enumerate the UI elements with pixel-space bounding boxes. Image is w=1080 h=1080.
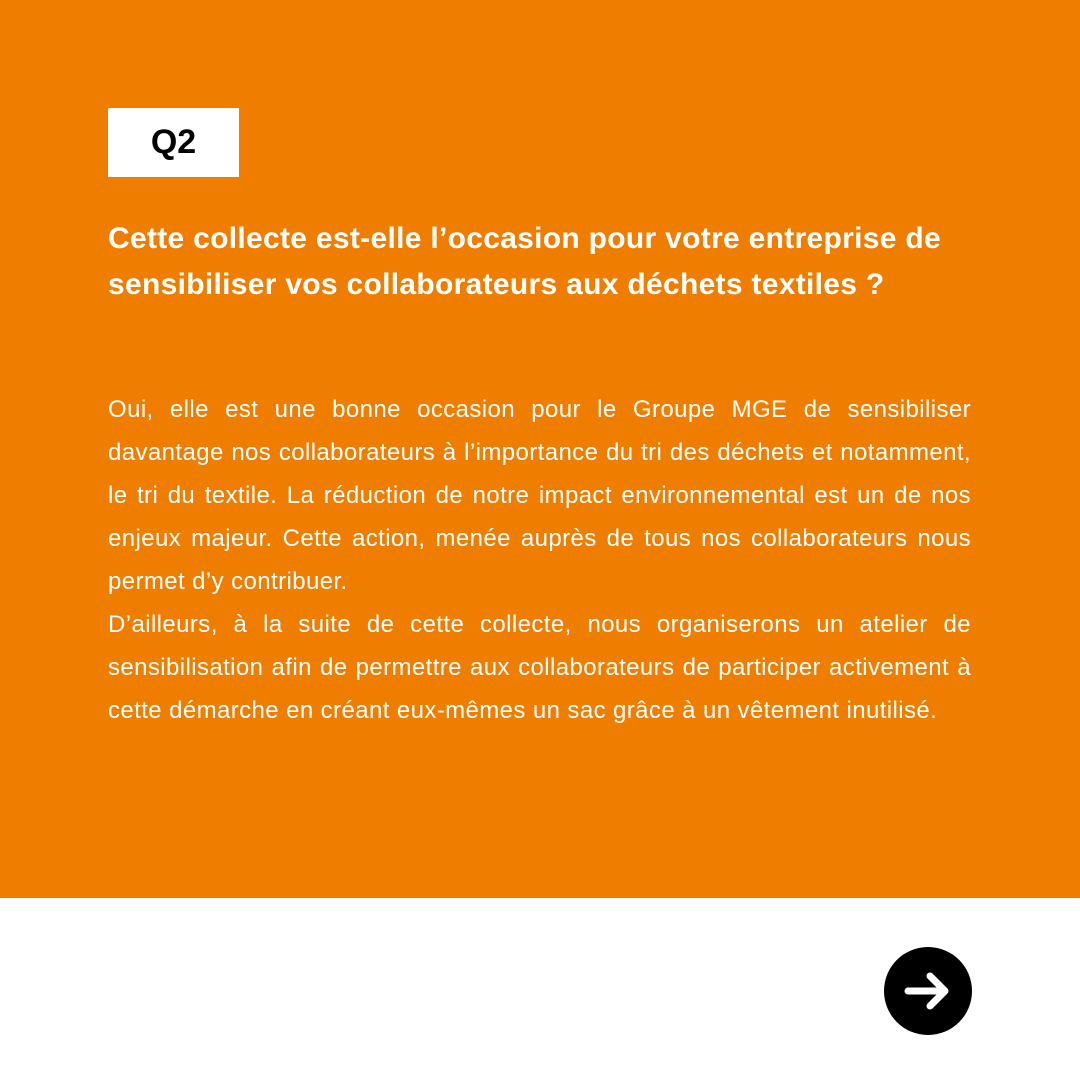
next-button[interactable] xyxy=(884,947,972,1035)
arrow-right-icon xyxy=(900,963,956,1019)
question-number-label: Q2 xyxy=(150,123,197,161)
answer-text xyxy=(108,388,971,732)
answer-paragraph-2: D’ailleurs, à la suite de cette collecte, nous organiserons un atelier de sensibilisation afin de permettre aux collaborateurs de participer activement à cette démarche en créant eux-mêmes un sac grâce à un vêtement inutilisé. xyxy=(108,611,971,724)
answer-paragraph-1: Oui, elle est une bonne occasion pour le Groupe MGE de sensibiliser davantage nos collaborateurs à l’importance du tri des déchets et notamment, le tri du textile. La réduction de notre impact environnemental est un de nos enjeux majeur. Cette action, menée auprès de tous nos collaborateurs nous permet d’y contribuer. xyxy=(108,396,971,595)
question-number-badge xyxy=(108,108,239,177)
question-heading: Cette collecte est-elle l’occasion pour votre entreprise de sensibiliser vos collaborateurs aux déchets textiles ? xyxy=(108,222,941,301)
